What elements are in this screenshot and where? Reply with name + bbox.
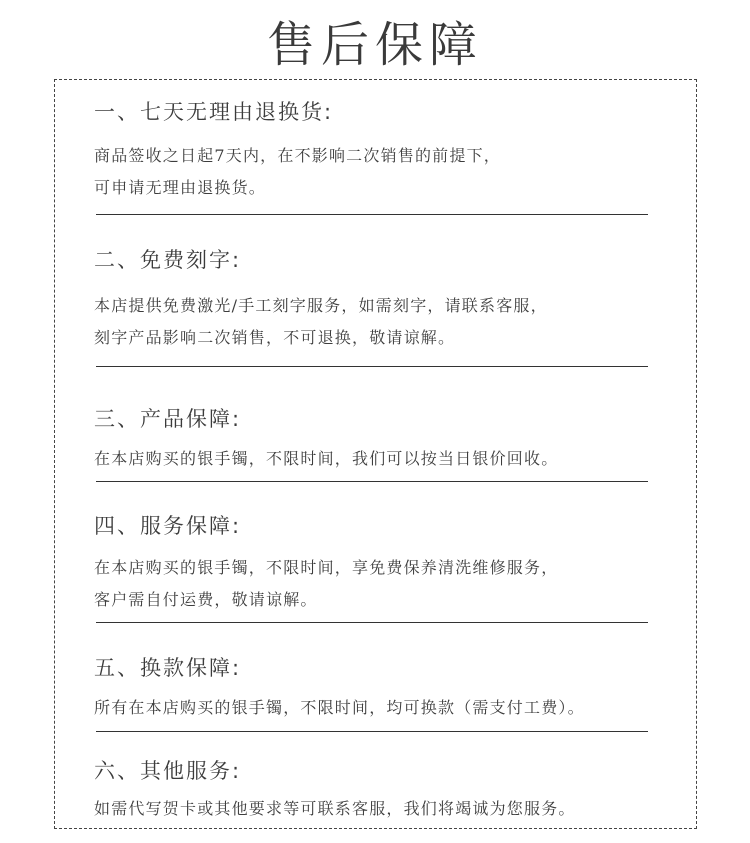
- section-text-line: 所有在本店购买的银手镯，不限时间，均可换款（需支付工费）。: [94, 698, 585, 717]
- section-other-services: [94, 755, 654, 825]
- section-seven-day-return: [94, 96, 654, 204]
- section-text-line: 刻字产品影响二次销售，不可退换，敬请谅解。: [94, 328, 456, 347]
- section-product-guarantee: [94, 403, 654, 475]
- section-text-line: 如需代写贺卡或其他要求等可联系客服，我们将竭诚为您服务。: [94, 799, 576, 818]
- section-heading: 五、换款保障:: [94, 656, 242, 680]
- section-text-line: 客户需自付运费，敬请谅解。: [94, 590, 318, 609]
- section-service-guarantee: [94, 510, 654, 616]
- section-text-line: 商品签收之日起7天内，在不影响二次销售的前提下，: [94, 146, 501, 165]
- section-exchange-guarantee: [94, 652, 654, 724]
- divider: [96, 622, 648, 623]
- divider: [96, 481, 648, 482]
- divider: [96, 366, 648, 367]
- section-heading: 一、七天无理由退换货:: [94, 100, 334, 124]
- section-heading: 四、服务保障:: [94, 514, 242, 538]
- section-text-line: 在本店购买的银手镯，不限时间，享免费保养清洗维修服务，: [94, 558, 559, 577]
- section-text-line: 可申请无理由退换货。: [94, 178, 267, 197]
- section-text-line: 在本店购买的银手镯，不限时间，我们可以按当日银价回收。: [94, 449, 559, 468]
- page-title: 售后保障: [266, 17, 483, 73]
- section-text-line: 本店提供免费激光/手工刻字服务，如需刻字，请联系客服，: [94, 296, 548, 315]
- divider: [96, 214, 648, 215]
- section-heading: 六、其他服务:: [94, 759, 242, 783]
- divider: [96, 731, 648, 732]
- section-heading: 二、免费刻字:: [94, 248, 242, 272]
- section-free-engraving: [94, 244, 654, 354]
- section-heading: 三、产品保障:: [94, 407, 242, 431]
